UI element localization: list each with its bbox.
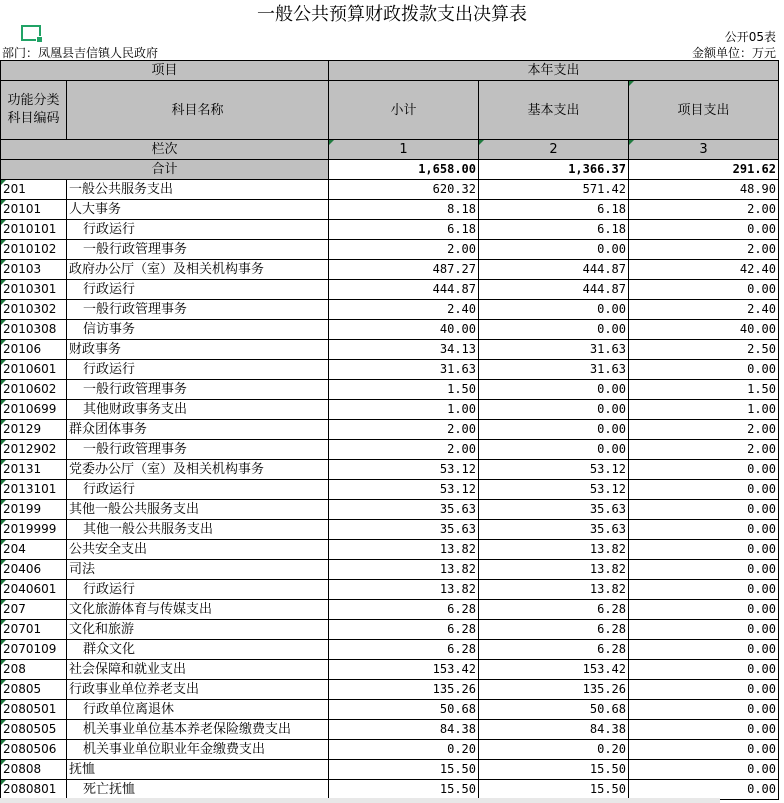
- total-label[interactable]: 合计: [1, 160, 329, 180]
- table-row[interactable]: [1, 480, 779, 500]
- row-name[interactable]: 机关事业单位基本养老保险缴费支出: [67, 720, 329, 740]
- header-func-code[interactable]: 功能分类科目编码: [1, 81, 67, 140]
- row-basic[interactable]: 6.28: [479, 620, 629, 640]
- row-basic[interactable]: 0.00: [479, 300, 629, 320]
- row-basic[interactable]: 444.87: [479, 260, 629, 280]
- row-code[interactable]: 20406: [1, 560, 67, 580]
- row-subtotal[interactable]: 2.00: [329, 240, 479, 260]
- row-basic[interactable]: 31.63: [479, 340, 629, 360]
- row-subtotal[interactable]: 50.68: [329, 700, 479, 720]
- department-label: 部门：凤凰县吉信镇人民政府: [2, 46, 159, 60]
- row-code[interactable]: 2080501: [1, 700, 67, 720]
- row-name[interactable]: 文化和旅游: [67, 620, 329, 640]
- row-basic[interactable]: 15.50: [479, 780, 629, 800]
- row-basic[interactable]: 35.63: [479, 500, 629, 520]
- row-basic[interactable]: 53.12: [479, 480, 629, 500]
- row-project[interactable]: 0.00: [629, 780, 779, 800]
- row-basic[interactable]: 53.12: [479, 460, 629, 480]
- row-project[interactable]: 0.00: [629, 680, 779, 700]
- row-subtotal[interactable]: 53.12: [329, 480, 479, 500]
- table-row[interactable]: [1, 180, 779, 200]
- row-subtotal[interactable]: 35.63: [329, 500, 479, 520]
- row-subtotal[interactable]: 153.42: [329, 660, 479, 680]
- row-subtotal[interactable]: 31.63: [329, 360, 479, 380]
- row-project[interactable]: 0.00: [629, 760, 779, 780]
- row-subtotal[interactable]: 13.82: [329, 580, 479, 600]
- row-name[interactable]: 行政运行: [67, 220, 329, 240]
- row-code[interactable]: 2080505: [1, 720, 67, 740]
- row-basic[interactable]: 31.63: [479, 360, 629, 380]
- table-row[interactable]: [1, 500, 779, 520]
- table-row[interactable]: [1, 540, 779, 560]
- row-name[interactable]: 死亡抚恤: [67, 780, 329, 800]
- row-project[interactable]: 0.00: [629, 220, 779, 240]
- row-subtotal[interactable]: 135.26: [329, 680, 479, 700]
- row-basic[interactable]: 84.38: [479, 720, 629, 740]
- table-row[interactable]: [1, 340, 779, 360]
- row-code[interactable]: 2019999: [1, 520, 67, 540]
- row-project[interactable]: 2.00: [629, 240, 779, 260]
- row-subtotal[interactable]: 84.38: [329, 720, 479, 740]
- table-row[interactable]: [1, 360, 779, 380]
- row-code[interactable]: 20199: [1, 500, 67, 520]
- row-subtotal[interactable]: 2.00: [329, 440, 479, 460]
- table-row[interactable]: [1, 580, 779, 600]
- row-name[interactable]: 财政事务: [67, 340, 329, 360]
- row-subtotal[interactable]: 40.00: [329, 320, 479, 340]
- row-project[interactable]: 0.00: [629, 360, 779, 380]
- row-basic[interactable]: 0.00: [479, 440, 629, 460]
- row-project[interactable]: 0.00: [629, 500, 779, 520]
- row-subtotal[interactable]: 487.27: [329, 260, 479, 280]
- table-row[interactable]: [1, 440, 779, 460]
- row-project[interactable]: 0.00: [629, 640, 779, 660]
- row-basic[interactable]: 0.00: [479, 420, 629, 440]
- table-row[interactable]: [1, 720, 779, 740]
- row-code[interactable]: 20129: [1, 420, 67, 440]
- row-name[interactable]: 社会保障和就业支出: [67, 660, 329, 680]
- row-name[interactable]: 机关事业单位职业年金缴费支出: [67, 740, 329, 760]
- row-name[interactable]: 人大事务: [67, 200, 329, 220]
- row-project[interactable]: 0.00: [629, 700, 779, 720]
- row-subtotal[interactable]: 35.63: [329, 520, 479, 540]
- selected-cell-cursor[interactable]: [21, 25, 41, 41]
- row-basic[interactable]: 444.87: [479, 280, 629, 300]
- row-subtotal[interactable]: 1.50: [329, 380, 479, 400]
- row-subtotal[interactable]: 6.28: [329, 620, 479, 640]
- row-basic[interactable]: 6.28: [479, 600, 629, 620]
- header-current-year[interactable]: 本年支出: [329, 61, 779, 81]
- table-row[interactable]: [1, 620, 779, 640]
- row-subtotal[interactable]: 2.00: [329, 420, 479, 440]
- row-name[interactable]: 信访事务: [67, 320, 329, 340]
- row-project[interactable]: 2.00: [629, 420, 779, 440]
- row-project[interactable]: 2.50: [629, 340, 779, 360]
- row-project[interactable]: 2.40: [629, 300, 779, 320]
- row-project[interactable]: 42.40: [629, 260, 779, 280]
- row-project[interactable]: 0.00: [629, 720, 779, 740]
- header-basic[interactable]: 基本支出: [479, 81, 629, 140]
- row-name[interactable]: 其他一般公共服务支出: [67, 500, 329, 520]
- row-basic[interactable]: 15.50: [479, 760, 629, 780]
- row-project[interactable]: 0.00: [629, 520, 779, 540]
- table-row[interactable]: [1, 220, 779, 240]
- row-project[interactable]: 0.00: [629, 480, 779, 500]
- row-code[interactable]: 20805: [1, 680, 67, 700]
- row-subtotal[interactable]: 34.13: [329, 340, 479, 360]
- row-name[interactable]: 行政事业单位养老支出: [67, 680, 329, 700]
- table-row[interactable]: [1, 280, 779, 300]
- row-code[interactable]: 20701: [1, 620, 67, 640]
- row-name[interactable]: 一般公共服务支出: [67, 180, 329, 200]
- row-subtotal[interactable]: 1.00: [329, 400, 479, 420]
- row-project[interactable]: 0.00: [629, 740, 779, 760]
- row-code[interactable]: 208: [1, 660, 67, 680]
- header-subtotal[interactable]: 小计: [329, 81, 479, 140]
- row-name[interactable]: 文化旅游体育与传媒支出: [67, 600, 329, 620]
- row-code[interactable]: 201: [1, 180, 67, 200]
- row-name[interactable]: 公共安全支出: [67, 540, 329, 560]
- row-name[interactable]: 行政运行: [67, 280, 329, 300]
- row-code[interactable]: 2010102: [1, 240, 67, 260]
- table-row[interactable]: [1, 260, 779, 280]
- row-project[interactable]: 0.00: [629, 460, 779, 480]
- row-name[interactable]: 党委办公厅（室）及相关机构事务: [67, 460, 329, 480]
- row-basic[interactable]: 0.00: [479, 400, 629, 420]
- table-row[interactable]: [1, 640, 779, 660]
- row-subtotal[interactable]: 13.82: [329, 540, 479, 560]
- table-row[interactable]: [1, 320, 779, 340]
- table-row[interactable]: [1, 240, 779, 260]
- header-item[interactable]: 项目: [1, 61, 329, 81]
- row-code[interactable]: 2010602: [1, 380, 67, 400]
- row-name[interactable]: 其他一般公共服务支出: [67, 520, 329, 540]
- row-subtotal[interactable]: 2.40: [329, 300, 479, 320]
- row-code[interactable]: 2080506: [1, 740, 67, 760]
- row-subtotal[interactable]: 6.18: [329, 220, 479, 240]
- row-subtotal[interactable]: 13.82: [329, 560, 479, 580]
- row-project[interactable]: 0.00: [629, 660, 779, 680]
- expenditure-table: [0, 60, 779, 800]
- table-row[interactable]: [1, 660, 779, 680]
- table-row[interactable]: [1, 700, 779, 720]
- row-name[interactable]: 抚恤: [67, 760, 329, 780]
- row-subtotal[interactable]: 6.28: [329, 600, 479, 620]
- row-project[interactable]: 1.50: [629, 380, 779, 400]
- total-subtotal[interactable]: 1,658.00: [329, 160, 479, 180]
- row-name[interactable]: 行政单位离退休: [67, 700, 329, 720]
- row-project[interactable]: 0.00: [629, 600, 779, 620]
- row-code[interactable]: 20101: [1, 200, 67, 220]
- row-project[interactable]: 0.00: [629, 280, 779, 300]
- row-code[interactable]: 2010101: [1, 220, 67, 240]
- total-project[interactable]: 291.62: [629, 160, 779, 180]
- header-col1[interactable]: 1: [329, 140, 479, 160]
- form-number: 公开05表: [724, 30, 776, 44]
- row-name[interactable]: 其他财政事务支出: [67, 400, 329, 420]
- row-basic[interactable]: 13.82: [479, 580, 629, 600]
- row-basic[interactable]: 0.00: [479, 320, 629, 340]
- row-subtotal[interactable]: 0.20: [329, 740, 479, 760]
- row-name[interactable]: 群众文化: [67, 640, 329, 660]
- table-row[interactable]: [1, 420, 779, 440]
- row-basic[interactable]: 6.18: [479, 220, 629, 240]
- row-code[interactable]: 2010699: [1, 400, 67, 420]
- row-name[interactable]: 行政运行: [67, 360, 329, 380]
- row-code[interactable]: 207: [1, 600, 67, 620]
- row-project[interactable]: 0.00: [629, 580, 779, 600]
- header-col2[interactable]: 2: [479, 140, 629, 160]
- row-name[interactable]: 一般行政管理事务: [67, 440, 329, 460]
- row-code[interactable]: 2010601: [1, 360, 67, 380]
- table-row[interactable]: [1, 560, 779, 580]
- row-name[interactable]: 行政运行: [67, 580, 329, 600]
- row-project[interactable]: 0.00: [629, 540, 779, 560]
- header-column-no[interactable]: 栏次: [1, 140, 329, 160]
- table-row[interactable]: [1, 200, 779, 220]
- row-basic[interactable]: 50.68: [479, 700, 629, 720]
- unit-label: 金额单位：万元: [691, 46, 776, 60]
- table-row[interactable]: [1, 600, 779, 620]
- row-project[interactable]: 1.00: [629, 400, 779, 420]
- row-basic[interactable]: 0.00: [479, 240, 629, 260]
- row-code[interactable]: 20106: [1, 340, 67, 360]
- table-row[interactable]: [1, 300, 779, 320]
- row-basic[interactable]: 135.26: [479, 680, 629, 700]
- row-code[interactable]: 2012902: [1, 440, 67, 460]
- table-row[interactable]: [1, 680, 779, 700]
- row-basic[interactable]: 13.82: [479, 540, 629, 560]
- row-subtotal[interactable]: 444.87: [329, 280, 479, 300]
- row-subtotal[interactable]: 15.50: [329, 780, 479, 800]
- row-code[interactable]: 2070109: [1, 640, 67, 660]
- row-name[interactable]: 一般行政管理事务: [67, 380, 329, 400]
- row-basic[interactable]: 0.20: [479, 740, 629, 760]
- row-name[interactable]: 一般行政管理事务: [67, 300, 329, 320]
- table-row[interactable]: [1, 780, 779, 800]
- row-name[interactable]: 一般行政管理事务: [67, 240, 329, 260]
- row-basic[interactable]: 13.82: [479, 560, 629, 580]
- table-row[interactable]: [1, 380, 779, 400]
- row-code[interactable]: 2010302: [1, 300, 67, 320]
- row-subtotal[interactable]: 6.28: [329, 640, 479, 660]
- row-code[interactable]: 2010301: [1, 280, 67, 300]
- row-basic[interactable]: 6.18: [479, 200, 629, 220]
- table-row[interactable]: [1, 520, 779, 540]
- row-project[interactable]: 40.00: [629, 320, 779, 340]
- row-code[interactable]: 2080801: [1, 780, 67, 800]
- row-code[interactable]: 20131: [1, 460, 67, 480]
- table-row[interactable]: [1, 400, 779, 420]
- row-code[interactable]: 20808: [1, 760, 67, 780]
- row-subtotal[interactable]: 53.12: [329, 460, 479, 480]
- row-basic[interactable]: 0.00: [479, 380, 629, 400]
- table-row[interactable]: [1, 460, 779, 480]
- row-subtotal[interactable]: 620.32: [329, 180, 479, 200]
- row-basic[interactable]: 153.42: [479, 660, 629, 680]
- row-code[interactable]: 2040601: [1, 580, 67, 600]
- table-row[interactable]: [1, 740, 779, 760]
- total-basic[interactable]: 1,366.37: [479, 160, 629, 180]
- report-title: 一般公共预算财政拨款支出决算表: [257, 4, 527, 25]
- row-subtotal[interactable]: 8.18: [329, 200, 479, 220]
- row-project[interactable]: 48.90: [629, 180, 779, 200]
- row-project[interactable]: 0.00: [629, 560, 779, 580]
- row-code[interactable]: 204: [1, 540, 67, 560]
- row-project[interactable]: 2.00: [629, 200, 779, 220]
- table-row[interactable]: [1, 760, 779, 780]
- row-name[interactable]: 政府办公厅（室）及相关机构事务: [67, 260, 329, 280]
- row-name[interactable]: 行政运行: [67, 480, 329, 500]
- row-project[interactable]: 0.00: [629, 620, 779, 640]
- header-project[interactable]: 项目支出: [629, 81, 779, 140]
- row-name[interactable]: 群众团体事务: [67, 420, 329, 440]
- row-subtotal[interactable]: 15.50: [329, 760, 479, 780]
- row-basic[interactable]: 35.63: [479, 520, 629, 540]
- row-name[interactable]: 司法: [67, 560, 329, 580]
- row-basic[interactable]: 6.28: [479, 640, 629, 660]
- row-code[interactable]: 2010308: [1, 320, 67, 340]
- row-project[interactable]: 2.00: [629, 440, 779, 460]
- row-code[interactable]: 20103: [1, 260, 67, 280]
- header-col3[interactable]: 3: [629, 140, 779, 160]
- row-code[interactable]: 2013101: [1, 480, 67, 500]
- horizontal-scrollbar[interactable]: [0, 798, 720, 803]
- header-subject-name[interactable]: 科目名称: [67, 81, 329, 140]
- row-basic[interactable]: 571.42: [479, 180, 629, 200]
